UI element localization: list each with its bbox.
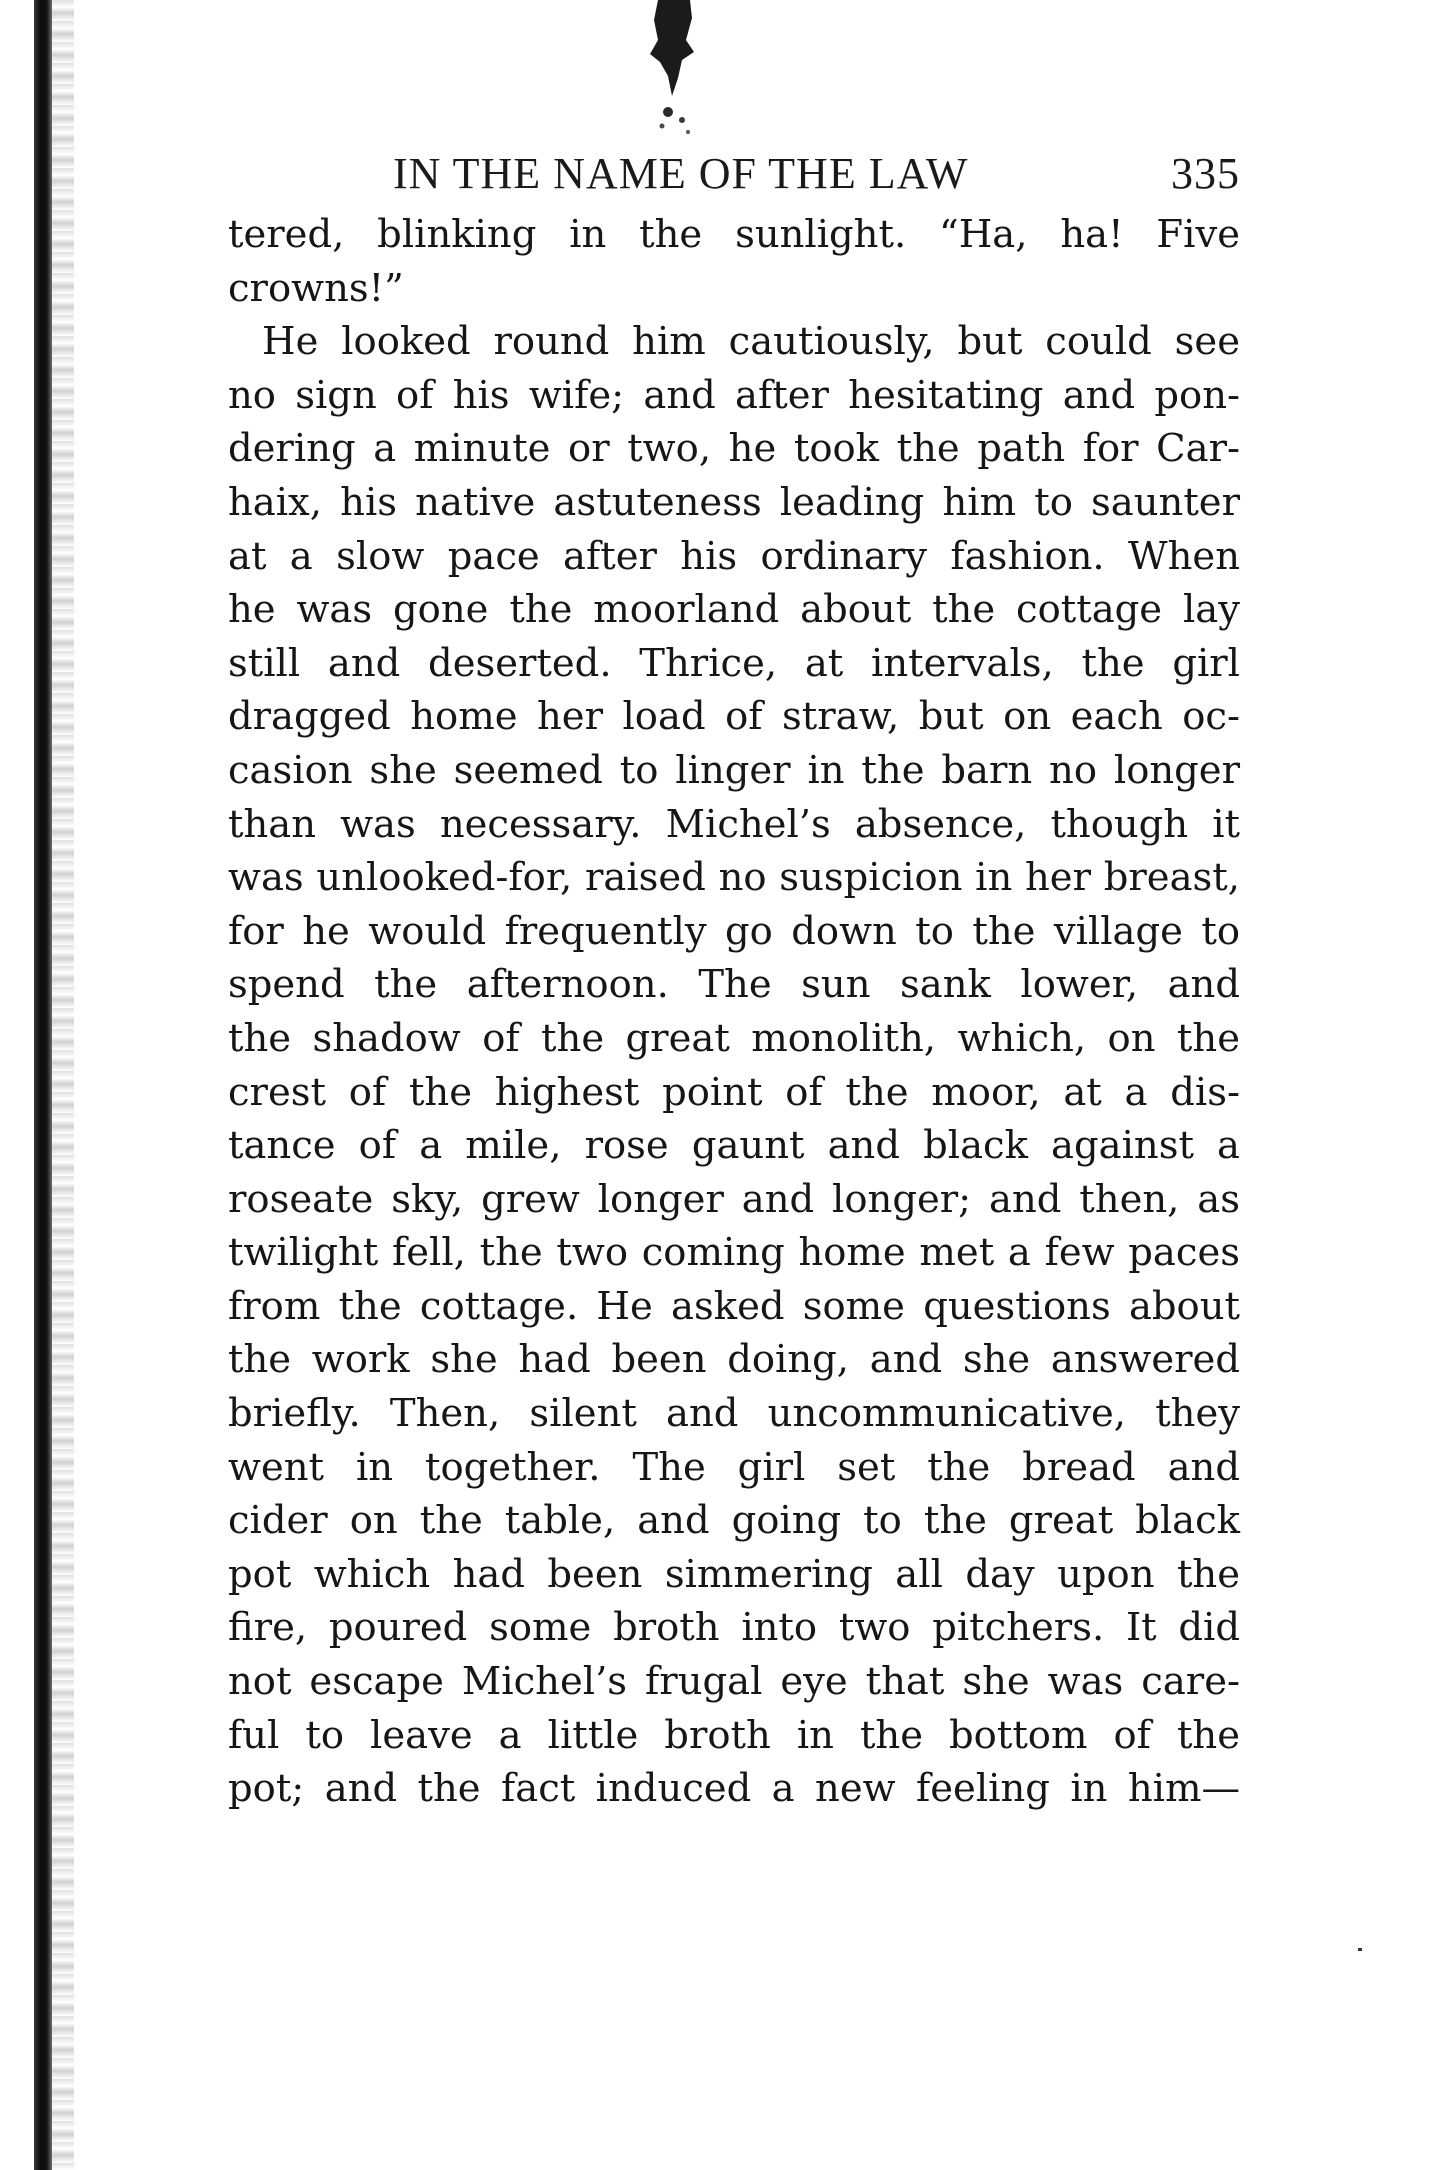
running-head xyxy=(228,138,1240,208)
text-line: tance of a mile, rose gaunt and black against a xyxy=(228,1123,1240,1169)
binding-shadow xyxy=(52,0,74,2170)
text-line: not escape Michel’s frugal eye that she was care- xyxy=(228,1659,1240,1705)
text-line: briefly. Then, silent and uncommunicative, they xyxy=(228,1391,1240,1437)
stray-speck xyxy=(1358,1948,1362,1951)
text-line: at a slow pace after his ordinary fashion. When xyxy=(228,533,1240,579)
text-line: he was gone the moorland about the cottage lay xyxy=(228,587,1240,633)
text-line: ful to leave a little broth in the bottom of the xyxy=(228,1712,1240,1758)
text-line: pot which had been simmering all day upon the xyxy=(228,1551,1240,1597)
text-line: from the cottage. He asked some questions about xyxy=(228,1283,1240,1329)
text-line: fire, poured some broth into two pitchers. It did xyxy=(228,1605,1240,1651)
text-line: crowns!” xyxy=(228,265,404,311)
binding-edge xyxy=(34,0,52,2170)
text-line: cider on the table, and going to the great black xyxy=(228,1498,1240,1544)
ink-blot-mark xyxy=(628,0,718,140)
text-line: crest of the highest point of the moor, at a dis- xyxy=(228,1069,1240,1115)
text-line: the work she had been doing, and she answered xyxy=(228,1337,1240,1383)
text-line: casion she seemed to linger in the barn no longer xyxy=(228,747,1240,793)
text-line: than was necessary. Michel’s absence, though it xyxy=(228,801,1240,847)
text-line: the shadow of the great monolith, which, on the xyxy=(228,1015,1240,1061)
text-line: dering a minute or two, he took the path for Car- xyxy=(228,426,1240,472)
text-line: was unlooked-for, raised no suspicion in her breast, xyxy=(228,855,1240,901)
text-line: no sign of his wife; and after hesitating and pon- xyxy=(228,372,1240,418)
book-page xyxy=(228,138,1240,1816)
text-line: twilight fell, the two coming home met a few paces xyxy=(228,1230,1240,1276)
body-text xyxy=(228,208,1240,1816)
page-number: 335 xyxy=(1171,149,1240,198)
paragraph xyxy=(228,315,1240,1816)
text-line: tered, blinking in the sunlight. “Ha, ha! Five xyxy=(228,212,1240,257)
text-line: still and deserted. Thrice, at intervals, the girl xyxy=(228,640,1240,686)
text-line: pot; and the fact induced a new feeling in him— xyxy=(228,1766,1240,1812)
text-line: He looked round him cautiously, but could see xyxy=(262,319,1240,365)
text-line: for he would frequently go down to the village to xyxy=(228,908,1240,954)
text-line: haix, his native astuteness leading him to saunter xyxy=(228,479,1240,525)
text-line: went in together. The girl set the bread and xyxy=(228,1444,1240,1490)
text-line: dragged home her load of straw, but on each oc- xyxy=(228,694,1240,740)
text-line: roseate sky, grew longer and longer; and then, as xyxy=(228,1176,1240,1222)
paragraph xyxy=(228,208,1240,315)
running-head-title: IN THE NAME OF THE LAW xyxy=(393,149,969,198)
text-line: spend the afternoon. The sun sank lower, and xyxy=(228,962,1240,1008)
